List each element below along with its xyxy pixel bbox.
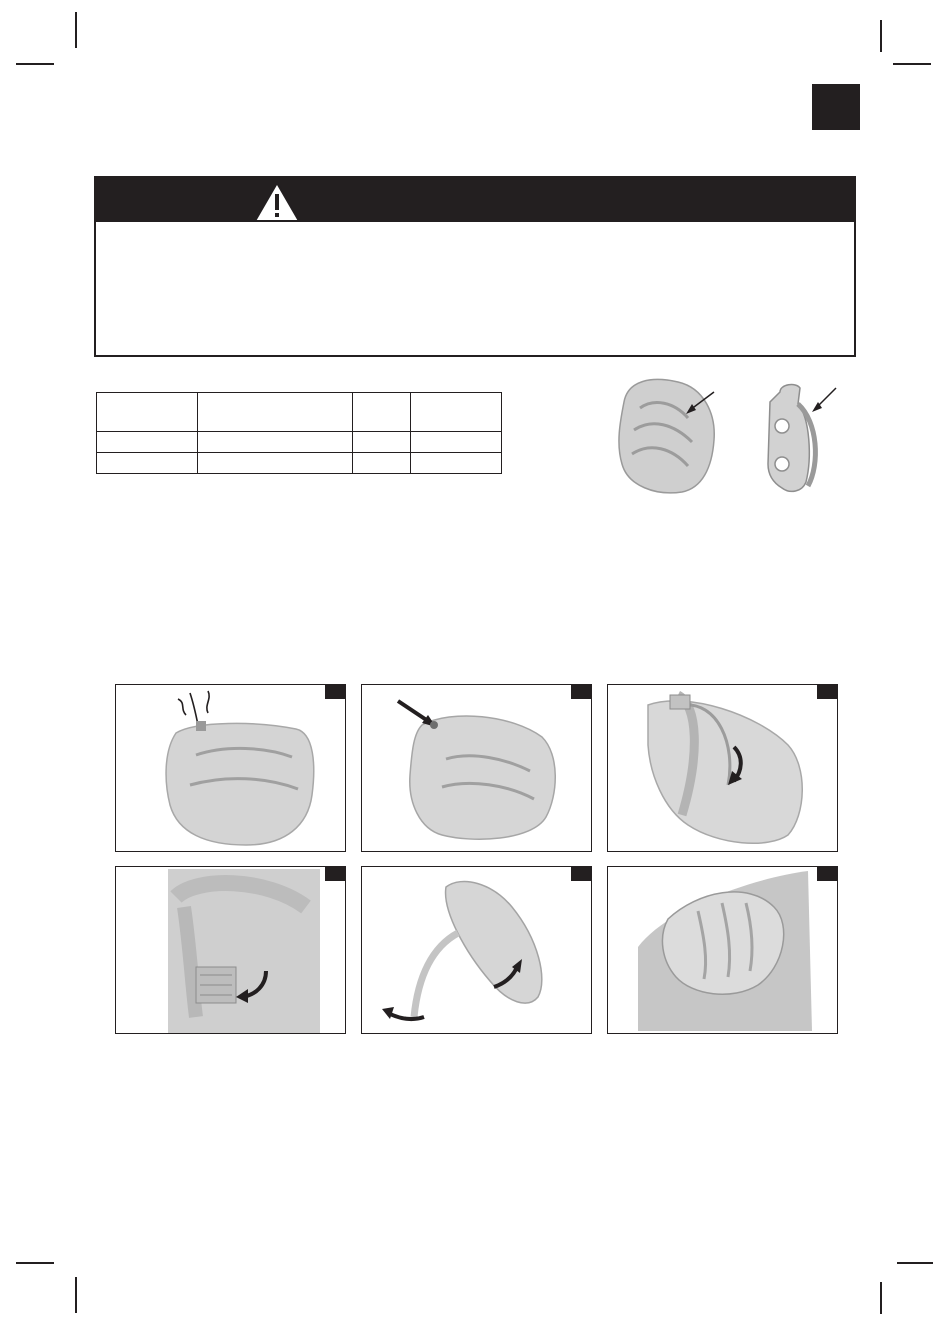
table-header-cell bbox=[198, 393, 353, 432]
table-header-cell bbox=[97, 393, 198, 432]
table-cell bbox=[411, 432, 502, 453]
step-number-badge bbox=[571, 867, 591, 881]
step-1-illustration bbox=[116, 685, 346, 852]
step-number-badge bbox=[571, 685, 591, 699]
step-panel-2 bbox=[361, 684, 592, 852]
step-panel-5 bbox=[361, 866, 592, 1034]
crop-mark bbox=[897, 1262, 933, 1264]
table-header-cell bbox=[411, 393, 502, 432]
step-number-badge bbox=[817, 685, 837, 699]
step-panel-4 bbox=[115, 866, 346, 1034]
warning-header-bar bbox=[96, 178, 854, 222]
warning-box bbox=[94, 176, 856, 357]
table-header-cell bbox=[353, 393, 411, 432]
crop-mark bbox=[880, 20, 882, 52]
step-panel-6 bbox=[607, 866, 838, 1034]
table-cell bbox=[198, 432, 353, 453]
crop-mark bbox=[16, 1262, 54, 1264]
step-panel-1 bbox=[115, 684, 346, 852]
table-cell bbox=[97, 432, 198, 453]
language-tab bbox=[812, 84, 860, 130]
step-number-badge bbox=[817, 867, 837, 881]
crop-mark bbox=[75, 12, 77, 48]
step-panel-3 bbox=[607, 684, 838, 852]
crop-mark bbox=[893, 63, 931, 65]
step-number-badge bbox=[325, 867, 345, 881]
specification-table bbox=[96, 392, 502, 474]
table-cell bbox=[97, 453, 198, 474]
pillow-part-illustration bbox=[612, 374, 724, 496]
step-4-illustration bbox=[116, 867, 346, 1034]
crop-mark bbox=[16, 63, 54, 65]
warning-triangle-icon bbox=[253, 181, 301, 223]
step-5-illustration bbox=[362, 867, 592, 1034]
step-3-illustration bbox=[608, 685, 838, 852]
crop-mark bbox=[880, 1282, 882, 1314]
step-2-illustration bbox=[362, 685, 592, 852]
table-cell bbox=[411, 453, 502, 474]
crop-mark bbox=[75, 1277, 77, 1313]
table-cell bbox=[198, 453, 353, 474]
step-number-badge bbox=[325, 685, 345, 699]
step-6-illustration bbox=[608, 867, 838, 1034]
table-cell bbox=[353, 453, 411, 474]
table-cell bbox=[353, 432, 411, 453]
clip-part-illustration bbox=[750, 378, 842, 496]
